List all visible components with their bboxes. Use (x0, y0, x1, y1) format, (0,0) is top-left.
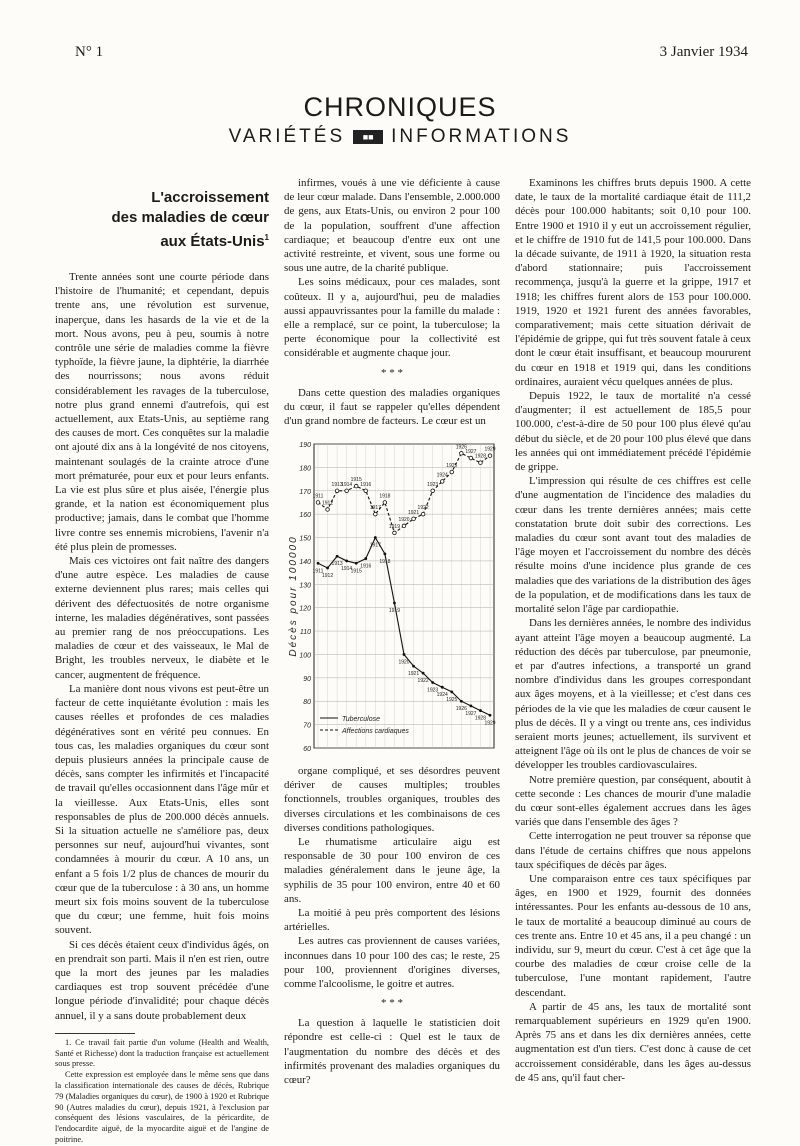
data-point (450, 470, 454, 474)
masthead-varietes: VARIÉTÉS (228, 126, 346, 147)
paragraph: Une comparaison entre ces taux spécifiques par âges, en 1900 et 1929, fournit des données intéressantes. Pour les enfants au-dessous de 10 ans, le taux de mortalité a beaucoup diminué au cours de ces trente ans. Entre 10 et 45 ans, il a peu changé : un individu, sur 9, meurt du cœur. C'est à cet âge que la courbe des maladies de cœur croise celle de la tuberculose, l'une montant rapidement, l'autre descendant. (515, 872, 751, 999)
point-label: 1912 (321, 500, 334, 507)
y-tick-label: 170 (299, 488, 311, 496)
paragraph: Mais ces victoires ont fait naître des dangers d'une autre espèce. Les maladies de cause externe deviennent plus rares; mais celles qui dérivent des défectuosités de notre organisme interne, les maladies dégénératives, sont passées au premier rang de nos préoccupations. Les maladies de cœur et des vaisseaux, le Mal de Bright, les troubles nerveux, le diabète et le cancer, augmentent de fréquence. (55, 555, 269, 681)
y-tick-label: 140 (299, 558, 311, 566)
point-label: 1917 (369, 542, 381, 549)
paragraph: Notre première question, par conséquent, aboutit à cette seconde : Les chances de mourir d'une maladie du cœur sont-elles également accrues dans les âges variés que dans l'ensemble des âges ? (515, 773, 751, 829)
footnote-marker: 1 (264, 233, 269, 242)
point-label: 1921 (407, 671, 420, 678)
data-point (403, 653, 406, 656)
data-point (431, 681, 434, 684)
article-title-line: L'accroissement (151, 189, 269, 206)
point-label: 1914 (341, 481, 353, 488)
paragraph: Dans les dernières années, le nombre des individus ayant atteint l'âge moyen a beaucoup augmenté. La réduction des décès par tuberculose, par pneumonie, et par d'autres infections, a transporté un grand nombre d'individus dans les groupes correspondant aux âges moyens, et à la vieillesse; et c'est dans ces périodes de la vie que les maladies de cœur causent le plus de décès. Il y a vingt ou trente ans, ces individus seraient morts jeunes; actuellement, ils survivent et atteignent l'âge où ils ont le plus de chances de voir se développer les troubles cardiovasculaires. (515, 617, 751, 772)
paragraph: A partir de 45 ans, les taux de mortalité sont remarquablement supérieurs en 1929 qu'en 1900. Après 75 ans et dans les dix dernières années, cette augmentation est d'un tiers. C'est donc à cause de cet accroissement considérable, dans les âges au-dessus de 45 ans, qu'il faut cher- (515, 1000, 751, 1084)
data-point (469, 705, 472, 708)
paragraph: Les autres cas proviennent de causes variées, inconnues dans 10 pour 100 des cas; le reste, 25 pour 100, proviennent d'origines diverses, comme l'alcoolisme, le goitre et autres. (284, 935, 500, 991)
point-label: 1916 (360, 563, 372, 570)
point-label: 1919 (388, 523, 401, 530)
column-3 (515, 176, 751, 1085)
data-point (460, 700, 463, 703)
data-point (393, 602, 396, 605)
data-point (336, 555, 339, 558)
point-label: 1925 (446, 463, 458, 470)
data-point (383, 501, 387, 505)
data-point (479, 709, 482, 712)
paragraph: Examinons les chiffres bruts depuis 1900. A cette date, le taux de la mortalité cardiaque était de 111,2 décès pour 100.000 habitants; soit 0,10 pour 100. Entre 1900 et 1910 il y eut un accroissement régulier, et le chiffre de 1910 fut de 141,5 pour 100.000. Dans la décade suivante, de 1911 à 1920, la situation resta d'abord stationnaire; puis l'accroissement recommença, jusqu'à la guerre et la grippe, 1917 et 1918; les chiffres furent alors de 153 pour 100.000. 1919, 1920 et 1921 furent des années favorables, comparativement; mais cette situation dérivait de l'épidémie de grippe, qui fut très souvent fatale à ceux dont le cœur était insuffisant, et beaucoup moururent du cœur en 1918 et 1919 qui, dans les conditions ordinaires, auraient vécu quelques années de plus. (515, 177, 751, 388)
y-tick-label: 150 (299, 535, 311, 543)
point-label: 1915 (350, 568, 362, 575)
y-tick-label: 110 (299, 629, 311, 637)
y-tick-label: 60 (303, 746, 311, 753)
paragraph: Cette interrogation ne peut trouver sa réponse que dans l'étude de certains chiffres que nous appelons taux spécifiques de décès par âges. (515, 830, 751, 871)
mortality-chart (284, 436, 500, 756)
data-point (412, 517, 416, 521)
issue-date: 3 Janvier 1934 (659, 44, 748, 60)
point-label: 1923 (427, 481, 439, 488)
paragraph: infirmes, voués à une vie déficiente à cause de leur cœur malade. Dans l'ensemble, 2.000.000 de gens, aux Etats-Unis, ou environ 2 pour 100 de la population, souffrent d'une affection cardiaque; et beaucoup d'entre eux ont une activité restreinte, et vivent, sous une forme ou sous une autre, de la charité publique. (284, 177, 500, 275)
data-point (326, 508, 330, 512)
point-label: 1920 (398, 516, 410, 523)
data-point (335, 489, 339, 493)
data-point (345, 560, 348, 563)
point-label: 1924 (436, 692, 448, 699)
data-point (422, 672, 425, 675)
point-label: 1919 (388, 608, 401, 615)
data-point (479, 461, 483, 465)
point-label: 1928 (474, 715, 487, 722)
data-point (441, 686, 444, 689)
point-label: 1925 (446, 696, 458, 703)
article-title-line: aux États-Unis$^1$ (160, 233, 269, 250)
data-point (383, 553, 386, 556)
paragraph: L'impression qui résulte de ces chiffres est celle d'une augmentation de l'incidence des maladies du cœur dans les trente dernières années; mais cette constatation brute doit subir des corrections. Les maladies du cœur sont avant tout des maladies de l'âge moyen et l'accroissement du nombre des décès résulte moins d'une incidence plus grande de ces maladies que des variations de la distribution des âges de la population, et de modifications dans les taux de mortalité selon l'âge par cardiopathie. (515, 475, 751, 616)
point-label: 1923 (427, 687, 439, 694)
data-point (460, 452, 464, 456)
point-label: 1916 (360, 481, 372, 488)
point-label: 1918 (379, 493, 391, 500)
article-title (55, 188, 269, 252)
paragraph: La manière dont nous vivons est peut-être un facteur de cette inquiétante évolution : mais les causes réelles et profondes de ces maladies dégénératives sont en vérité peu connues. En tous cas, les maladies organiques du cœur sont depuis plusieurs années la principale cause de décès, sans compter les infirmités et l'incapacité de travail qu'elles occasionnent dans l'âge mûr et la vieillesse. Aux Etats-Unis, elles sont responsables de plus de 200.000 décès annuels. Si la situation actuelle ne s'améliore pas, deux personnes sur neuf, aujourd'hui vivantes, sont condamnées à mourir du cœur. A 10 ans, un enfant a 5 fois 1/2 plus de chances de mourir du cœur que de la tuberculose : à 30 ans, un homme meurt six fois moins souvent de la tuberculose que du cœur; une femme, huit fois moins souvent. (55, 682, 269, 937)
legend-label-cardiaques: Affections cardiaques (342, 728, 409, 735)
data-point (421, 512, 425, 516)
y-axis-label: Décès pour 100000 (288, 535, 299, 657)
data-point (374, 512, 378, 516)
y-tick-label: 160 (299, 512, 311, 520)
data-point (450, 690, 453, 693)
point-label: 1922 (417, 678, 429, 685)
point-label: 1915 (350, 477, 362, 484)
point-label: 1913 (331, 481, 343, 488)
data-point (402, 524, 406, 528)
ornament-icon: ■■ (353, 130, 383, 144)
point-label: 1918 (379, 558, 391, 565)
data-point (393, 531, 397, 535)
paragraph: Si ces décès étaient ceux d'individus âgés, on en prendrait son parti. Mais il n'en est rien, outre que la mort des jeunes par les maladies cardiaques est trop souvent précédée d'une longue période d'invalidité; pour chaque décès annuel, il y a sans doute probablement deux (55, 938, 269, 1022)
point-label: 1920 (398, 659, 410, 666)
data-point (364, 557, 367, 560)
data-point (469, 456, 473, 460)
paragraph: organe compliqué, et ses désordres peuvent dériver de causes multiples; troubles fonctionnels, troubles organiques, troubles des diverses circulations et les combinaisons de ces diverses conditions pathologiques. (284, 765, 500, 834)
data-point (440, 480, 444, 484)
paragraph: Depuis 1922, le taux de mortalité n'a cessé d'augmenter; il est actuellement de 185,5 pour 100.000, c'est-à-dire de 50 pour 100 plus élevé qu'au début du siècle, et de 20 pour 100 plus élevé que dans les années qui ont immédiatement précédé l'épidémie de grippe. (515, 390, 751, 474)
point-label: 1924 (436, 472, 448, 479)
footnote: 1. Ce travail fait partie d'un volume (Health and Wealth, Santé et Richesse) dont la traduction française est actuellement sous presse. (55, 1037, 269, 1069)
point-label: 1929 (484, 720, 496, 727)
masthead-informations: INFORMATIONS (391, 126, 572, 147)
column-2-top (284, 176, 500, 428)
point-label: 1921 (407, 509, 420, 516)
masthead-title: CHRONIQUES (303, 92, 497, 122)
y-tick-label: 130 (299, 582, 311, 590)
legend-label-tuberculose: Tuberculose (342, 716, 381, 723)
point-label: 1911 (312, 568, 324, 575)
point-label: 1917 (369, 505, 381, 512)
masthead-subtitle (0, 126, 800, 148)
data-point (326, 567, 329, 570)
data-point (412, 665, 415, 668)
paragraph: Le rhumatisme articulaire aigu est responsable de 30 pour 100 environ de ces maladies généralement dans le jeune âge, la syphilis de 35 pour 100 environ, entre 40 et 60 ans. (284, 836, 500, 905)
point-label: 1914 (341, 565, 353, 572)
footnote: Cette expression est employée dans le même sens que dans la classification internationale des causes de décès, Rubrique 79 (Maladies organiques du cœur), de 1900 à 1920 et Rubrique 90 (Autres maladies du cœur), depuis 1921, à l'exclusion par conséquent des lésions vasculaires, de la péricardite, de l'endocardite aiguë, de la myocardite aiguë et de l'angine de poitrine. (55, 1070, 269, 1144)
point-label: 1922 (417, 505, 429, 512)
point-label: 1927 (465, 710, 477, 717)
data-point (355, 562, 358, 565)
data-point (345, 489, 349, 493)
point-label: 1911 (312, 493, 324, 500)
point-label: 1913 (331, 561, 343, 568)
data-point (374, 536, 377, 539)
point-label: 1929 (484, 446, 496, 453)
column-1 (55, 176, 269, 1146)
data-point (431, 489, 435, 493)
data-point (316, 501, 320, 505)
paragraph: Dans cette question des maladies organiques du cœur, il faut se rappeler qu'elles dépendent d'un grand nombre de facteurs. Le cœur est un (284, 386, 500, 428)
footnotes (55, 1038, 269, 1146)
question-paragraph: La question à laquelle le statisticien doit répondre est celle-ci : Quel est le taux de l'augmentation du nombre des décès et des infirmités provenant des maladies organiques du cœur? (284, 1017, 500, 1087)
point-label: 1926 (455, 706, 467, 713)
running-header (75, 44, 748, 64)
data-point (364, 489, 368, 493)
paragraph: Les soins médicaux, pour ces malades, sont coûteux. Il y a, aujourd'hui, peu de maladies aussi appauvrissantes pour la famille du malade : elle a remplacé, sur ce point, la tuberculose; la perte économique pour la collectivité est considérable et augmente chaque jour. (284, 276, 500, 360)
point-label: 1912 (321, 572, 334, 579)
point-label: 1927 (465, 449, 477, 456)
data-point (488, 454, 492, 458)
y-tick-label: 70 (303, 722, 311, 730)
paragraph: La moitié à peu près comportent des lésions artérielles. (284, 907, 500, 934)
y-tick-label: 90 (303, 675, 311, 683)
y-tick-label: 120 (299, 605, 311, 613)
y-tick-label: 80 (303, 699, 311, 707)
section-stars: * * * (381, 997, 403, 1010)
data-point (317, 562, 320, 565)
y-tick-label: 180 (299, 465, 311, 473)
section-stars: * * * (381, 366, 403, 379)
article-title-line: des maladies de cœur (111, 209, 269, 226)
column-2-bottom (284, 764, 500, 1087)
data-point (489, 714, 492, 717)
point-label: 1928 (474, 453, 487, 460)
paragraph: Trente années sont une courte période dans l'histoire de l'humanité; et cependant, depuis trente ans, une révolution est survenue, inaperçue, dans les hasards de la vie et de la mort. Nous avons, peu à peu, soumis à notre contrôle une série de maladies comme la fièvre typhoïde, la fièvre jaune, la diphtérie, la diarrhée des nourrissons; nous avons réduit considérablement les ravages de la tuberculose, notre plus grand ennemi d'autrefois, qui est actuellement, aux Etats-Unis, au septième rang des causes de mort. Ces conquêtes sur la maladie ont ajouté dix ans à la longévité de nos citoyens, maintenant soulagés de la crainte atroce d'une mort prématurée, pour eux et pour leurs enfants. La vie est plus sûre et plus aisée, l'énergie plus grande, et la nation est économiquement plus productive; jamais, dans le combat que l'homme livre contre ses ennemis microbiens, l'avenir n'a été plus plein de promesses. (55, 271, 269, 553)
y-tick-label: 100 (299, 652, 311, 660)
issue-number: N° 1 (75, 44, 104, 60)
data-point (354, 484, 358, 488)
y-tick-label: 190 (299, 442, 311, 449)
point-label: 1926 (455, 444, 467, 451)
